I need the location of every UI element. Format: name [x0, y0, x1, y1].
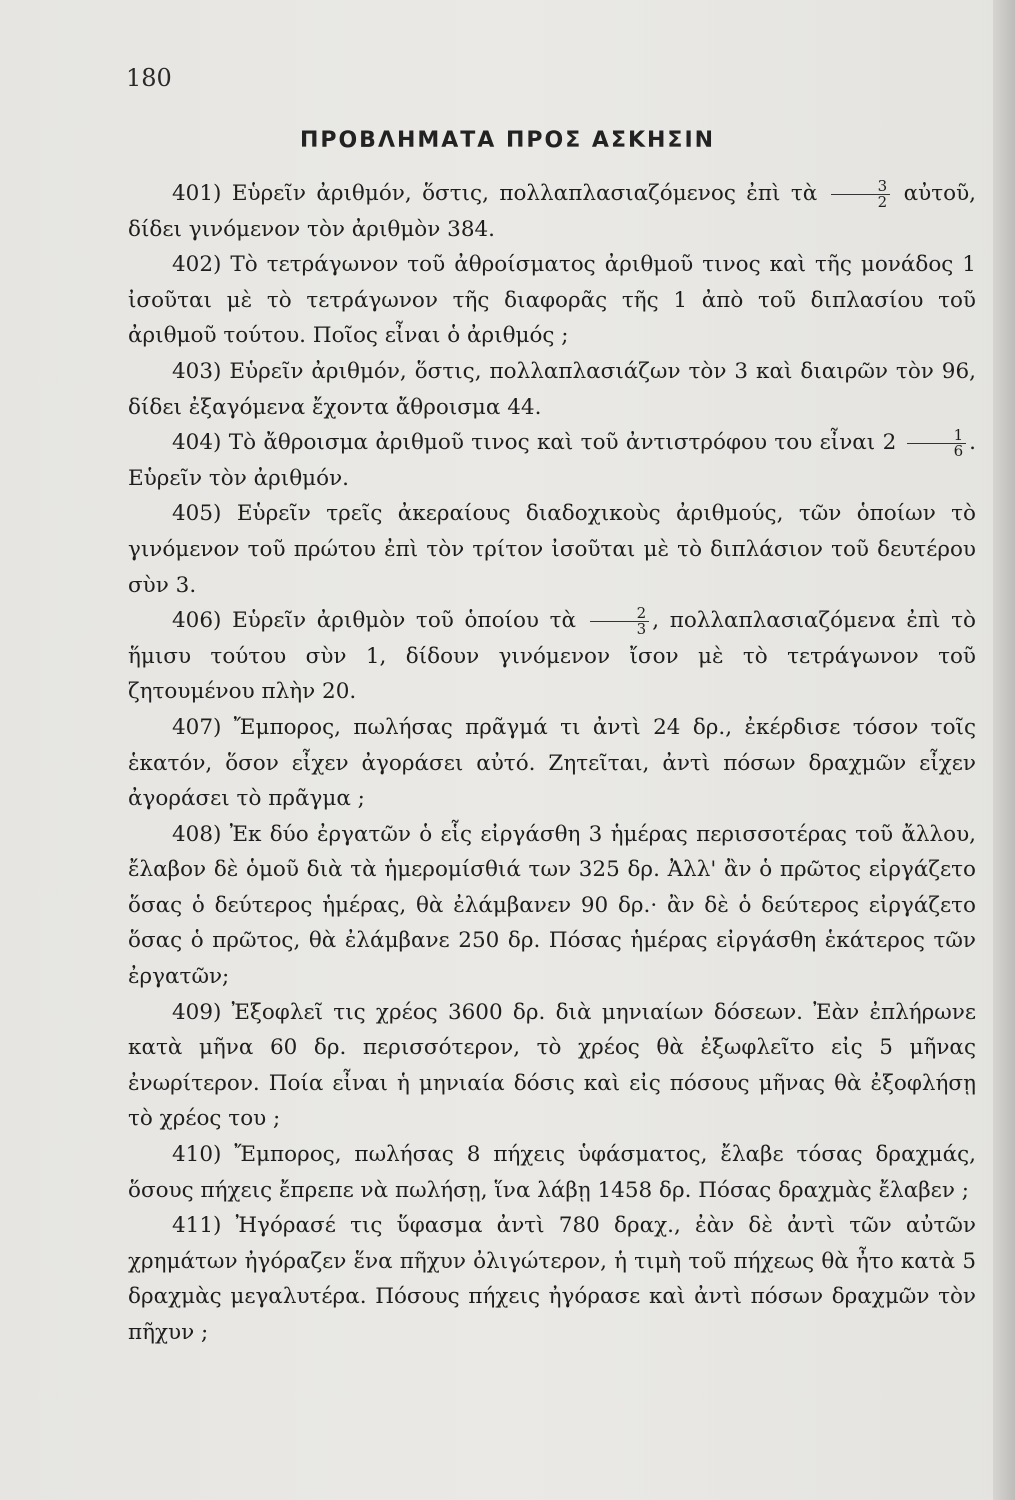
- fraction: $\frac{3}{2}$: [831, 179, 891, 210]
- problem-401: 401) Εὑρεῖν ἀριθμόν, ὅστις, πολλαπλασιαζόμενος ἐπὶ τὰ $\frac{3}{2}$ αὐτοῦ, δίδει γινόμενον τὸν ἀριθμὸν 384.: [128, 176, 976, 242]
- problem-404: 404) Τὸ ἄθροισμα ἀριθμοῦ τινος καὶ τοῦ ἀντιστρόφου του εἶναι 2 $\frac{1}{6}$ . Εὑρεῖν τὸν ἀριθμόν.: [128, 425, 976, 491]
- problem-408: 408) Ἐκ δύο ἐργατῶν ὁ εἷς εἰργάσθη 3 ἡμέρας περισσοτέρας τοῦ ἄλλου, ἔλαβον δὲ ὁμοῦ διὰ τὰ ἡμερομίσθιά των 325 δρ. Ἀλλ' ἂν ὁ πρῶτος εἰργάζετο ὅσας ὁ δεύτερος ἡμέρας, θὰ ἐλάμβανεν 90 δρ.· ἂν δὲ ὁ δεύτερος εἰργάζετο ὅσας ὁ πρῶτος, θὰ ἐλάμβανε 250 δρ. Πόσας ἡμέρας εἰργάσθη ἑκάτερος τῶν ἐργατῶν;: [128, 821, 976, 990]
- problem-411: 411) Ἠγόρασέ τις ὕφασμα ἀντὶ 780 δραχ., ἐὰν δὲ ἀντὶ τῶν αὐτῶν χρημάτων ἠγόραζεν ἕνα πῆχυν ὀλιγώτερον, ἡ τιμὴ τοῦ πήχεως θὰ ἦτο κατὰ 5 δραχμὰς μεγαλυτέρα. Πόσους πήχεις ἠγόρασε καὶ ἀντὶ πόσων δραχμῶν τὸν πῆχυν ;: [128, 1213, 976, 1345]
- problem-409: 409) Ἐξοφλεῖ τις χρέος 3600 δρ. διὰ μηνιαίων δόσεων. Ἐὰν ἐπλήρωνε κατὰ μῆνα 60 δρ. περισσότερον, τὸ χρέος θὰ ἐξωφλεῖτο εἰς 5 μῆνας ἐνωρίτερον. Ποία εἶναι ἡ μηνιαία δόσις καὶ εἰς πόσους μῆνας θὰ ἐξοφλήσῃ τὸ χρέος του ;: [128, 999, 976, 1132]
- problem-410: 410) Ἔμπορος, πωλήσας 8 πήχεις ὑφάσματος, ἔλαβε τόσας δραχμάς, ὅσους πήχεις ἔπρεπε νὰ πωλήσῃ, ἵνα λάβῃ 1458 δρ. Πόσας δραχμὰς ἔλαβεν ;: [128, 1142, 976, 1203]
- problems-text: [128, 176, 976, 1351]
- problem-407: 407) Ἔμπορος, πωλήσας πρᾶγμά τι ἀντὶ 24 δρ., ἐκέρδισε τόσον τοῖς ἑκατόν, ὅσον εἶχεν ἀγοράσει αὐτό. Ζητεῖται, ἀντὶ πόσων δραχμῶν εἶχεν ἀγοράσει τὸ πρᾶγμα ;: [128, 714, 976, 812]
- problem-405: 405) Εὑρεῖν τρεῖς ἀκεραίους διαδοχικοὺς ἀριθμούς, τῶν ὁποίων τὸ γινόμενον τοῦ πρώτου ἐπὶ τὸν τρίτον ἰσοῦται μὲ τὸ διπλάσιον τοῦ δευτέρου σὺν 3.: [128, 501, 976, 598]
- problem-402: 402) Τὸ τετράγωνον τοῦ ἀθροίσματος ἀριθμοῦ τινος καὶ τῆς μονάδος 1 ἰσοῦται μὲ τὸ τετράγωνον τῆς διαφορᾶς τῆς 1 ἀπὸ τοῦ διπλασίου τοῦ ἀριθμοῦ τούτου. Ποῖος εἶναι ὁ ἀριθμός ;: [128, 252, 976, 349]
- page-edge-shadow: [993, 0, 1015, 1500]
- page-number: 180: [126, 64, 172, 92]
- problem-403: 403) Εὑρεῖν ἀριθμόν, ὅστις, πολλαπλασιάζων τὸν 3 καὶ διαιρῶν τὸν 96, δίδει ἐξαγόμενα ἔχοντα ἄθροισμα 44.: [128, 358, 976, 420]
- problem-406: 406) Εὑρεῖν ἀριθμὸν τοῦ ὁποίου τὰ $\frac{2}{3}$ , πολλαπλασιαζόμενα ἐπὶ τὸ ἥμισυ τούτου σὺν 1, δίδουν γινόμενον ἴσον μὲ τὸ τετράγωνον τοῦ ζητουμένου πλὴν 20.: [128, 603, 976, 705]
- fraction: $\frac{2}{3}$: [590, 606, 650, 637]
- section-title: ΠΡΟΒΛΗΜΑΤΑ ΠΡΟΣ ΑΣΚΗΣΙΝ: [299, 128, 716, 153]
- fraction: $\frac{1}{6}$: [907, 428, 967, 459]
